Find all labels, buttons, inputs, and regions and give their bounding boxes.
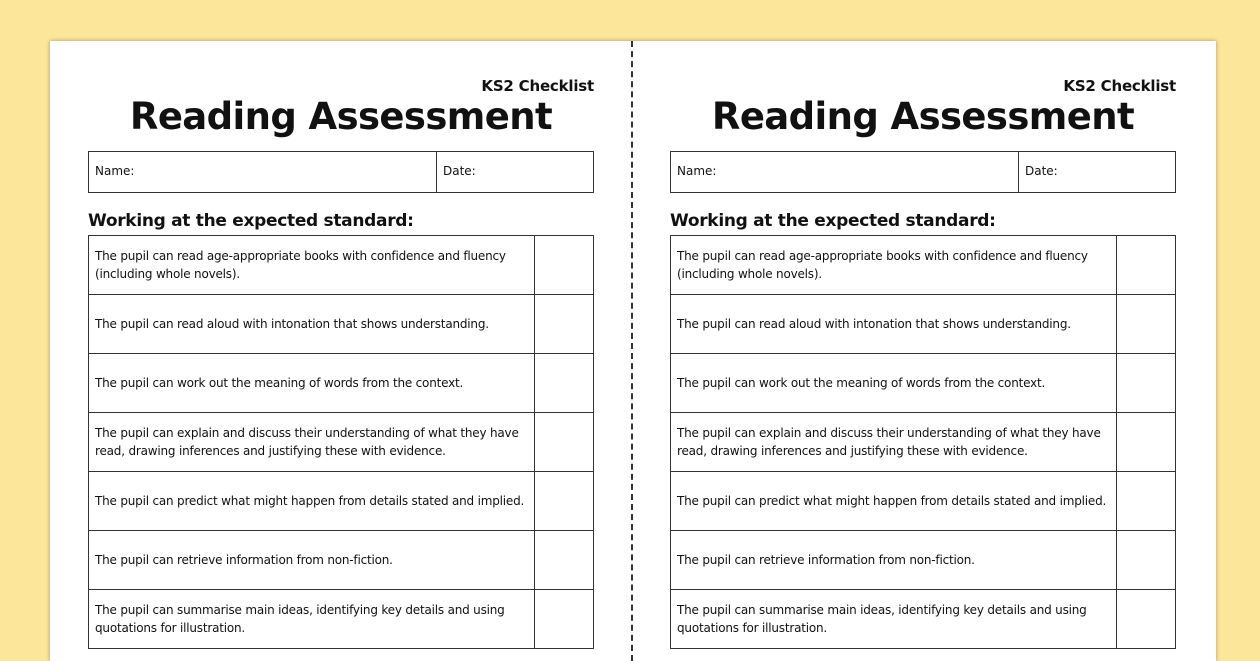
tick-box[interactable]: [1117, 413, 1175, 471]
tick-box[interactable]: [535, 295, 593, 353]
tick-box[interactable]: [1117, 295, 1175, 353]
tick-box[interactable]: [1117, 472, 1175, 530]
statement: The pupil can predict what might happen from details stated and implied.: [671, 472, 1117, 530]
checklist-row: [89, 590, 593, 649]
statement: The pupil can explain and discuss their understanding of what they have read, drawing inferences and justifying these with evidence.: [671, 413, 1117, 471]
tick-box[interactable]: [535, 413, 593, 471]
checklist-row: [671, 295, 1175, 354]
checklist-row: [671, 590, 1175, 649]
checklist-row: [89, 236, 593, 295]
tick-box[interactable]: [1117, 590, 1175, 648]
statement: The pupil can predict what might happen from details stated and implied.: [89, 472, 535, 530]
statement: The pupil can work out the meaning of words from the context.: [89, 354, 535, 412]
date-field[interactable]: [1019, 152, 1175, 192]
statement: The pupil can summarise main ideas, identifying key details and using quotations for illustration.: [671, 590, 1117, 648]
cut-line: [631, 41, 633, 661]
section-heading: Working at the expected standard:: [88, 211, 414, 231]
tick-box[interactable]: [1117, 236, 1175, 294]
worksheet-page: [50, 41, 1216, 661]
checklist-row: [89, 531, 593, 590]
tick-box[interactable]: [1117, 531, 1175, 589]
name-label: Name:: [95, 164, 135, 178]
checklist-row: [671, 472, 1175, 531]
tick-box[interactable]: [535, 354, 593, 412]
statement: The pupil can summarise main ideas, identifying key details and using quotations for illustration.: [89, 590, 535, 648]
statement: The pupil can read aloud with intonation that shows understanding.: [89, 295, 535, 353]
statement: The pupil can read age-appropriate books with confidence and fluency (including whole novels).: [671, 236, 1117, 294]
date-field[interactable]: [437, 152, 593, 192]
checklist-row: [89, 413, 593, 472]
tick-box[interactable]: [535, 590, 593, 648]
checklist-row: [89, 472, 593, 531]
statement: The pupil can read age-appropriate books with confidence and fluency (including whole novels).: [89, 236, 535, 294]
section-heading: Working at the expected standard:: [670, 211, 996, 231]
statement: The pupil can read aloud with intonation that shows understanding.: [671, 295, 1117, 353]
checklist-row: [671, 236, 1175, 295]
statement: The pupil can retrieve information from non-fiction.: [671, 531, 1117, 589]
date-label: Date:: [443, 164, 476, 178]
tick-box[interactable]: [535, 472, 593, 530]
name-field[interactable]: [671, 152, 1019, 192]
name-field[interactable]: [89, 152, 437, 192]
checklist-table: [88, 235, 594, 649]
checklist-row: [671, 354, 1175, 413]
name-label: Name:: [677, 164, 717, 178]
statement: The pupil can explain and discuss their understanding of what they have read, drawing inferences and justifying these with evidence.: [89, 413, 535, 471]
tick-box[interactable]: [535, 531, 593, 589]
date-label: Date:: [1025, 164, 1058, 178]
statement: The pupil can retrieve information from non-fiction.: [89, 531, 535, 589]
page-title: Reading Assessment: [711, 95, 1135, 138]
checklist-table: [670, 235, 1176, 649]
ks2-checklist-tag: KS2 Checklist: [481, 77, 594, 95]
statement: The pupil can work out the meaning of words from the context.: [671, 354, 1117, 412]
checklist-row: [671, 413, 1175, 472]
tick-box[interactable]: [535, 236, 593, 294]
checklist-row: [89, 295, 593, 354]
name-date-box: [670, 151, 1176, 193]
ks2-checklist-tag: KS2 Checklist: [1063, 77, 1176, 95]
page-title: Reading Assessment: [129, 95, 553, 138]
checklist-row: [89, 354, 593, 413]
checklist-row: [671, 531, 1175, 590]
name-date-box: [88, 151, 594, 193]
tick-box[interactable]: [1117, 354, 1175, 412]
